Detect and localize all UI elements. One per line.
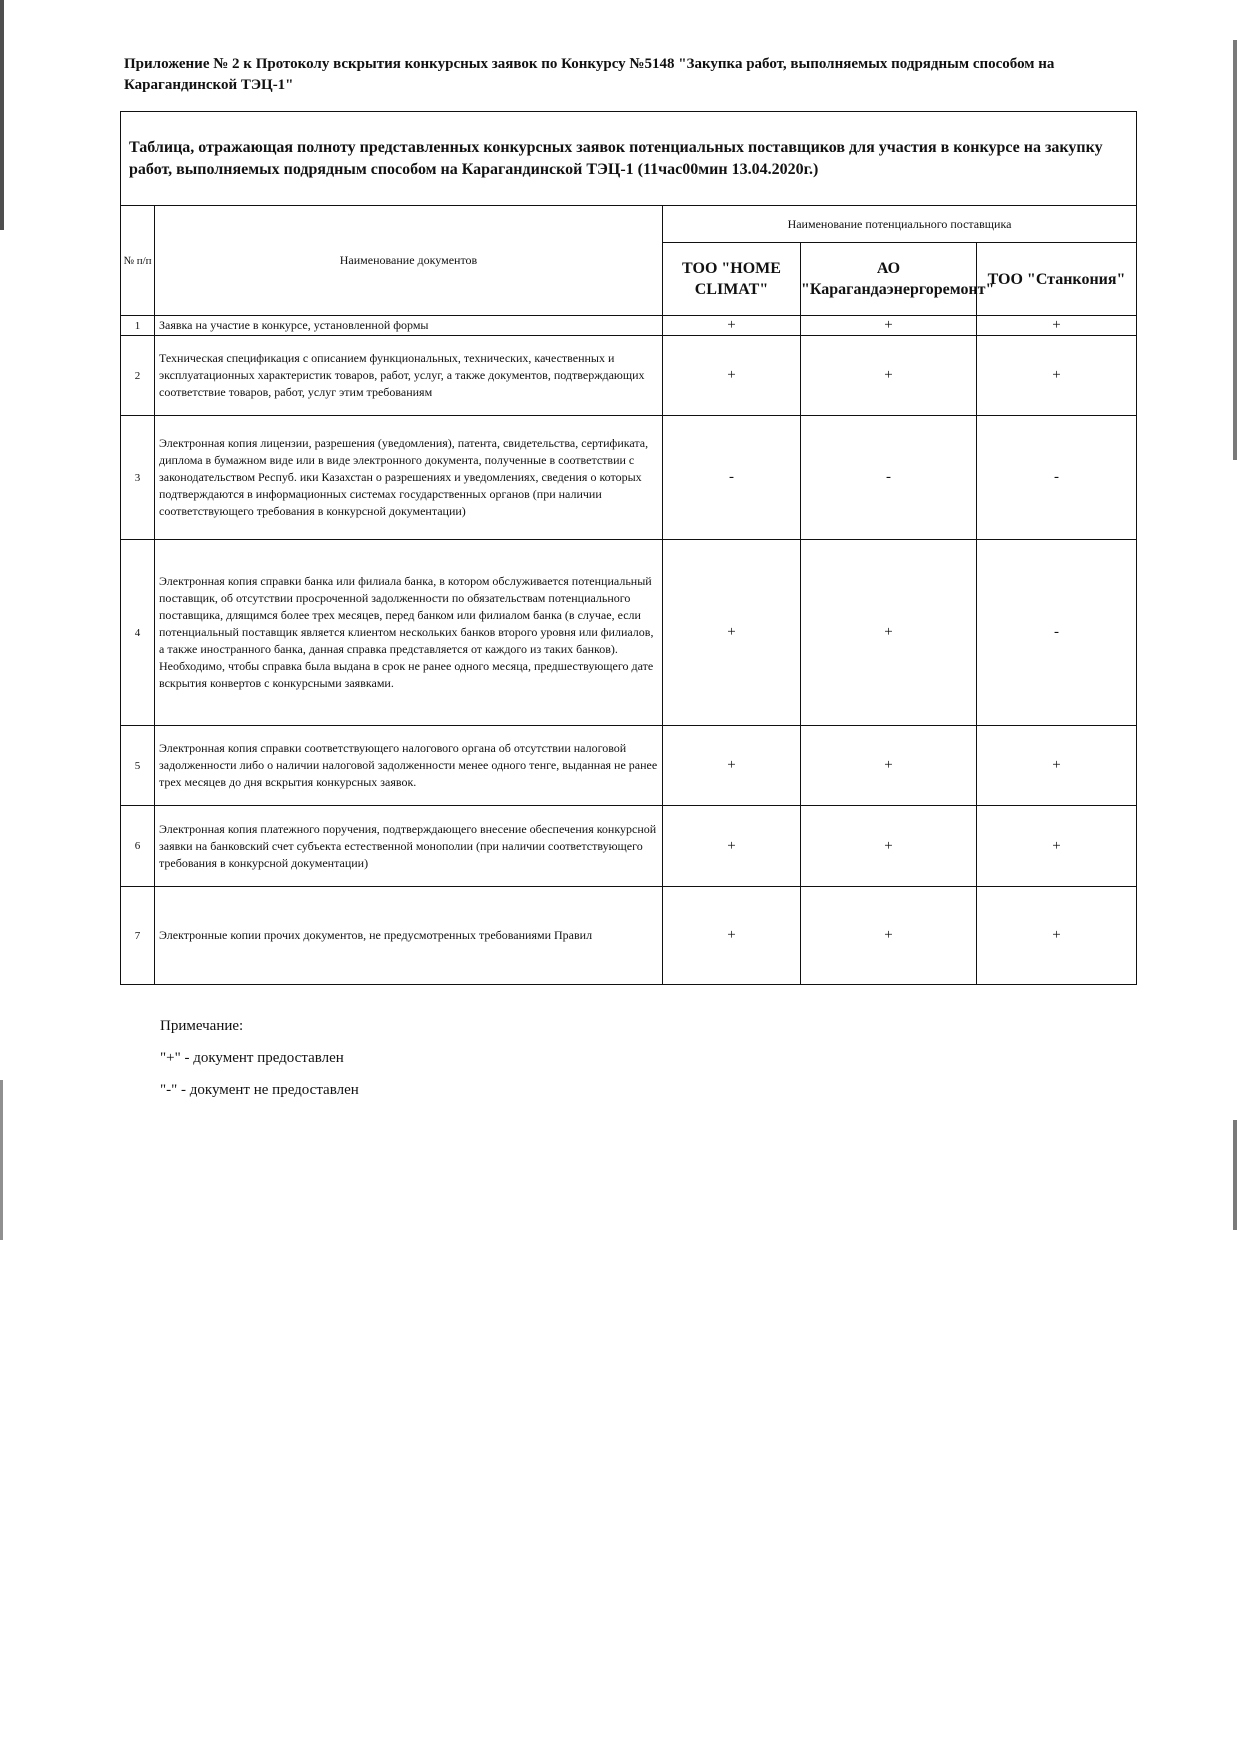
row-mark: + [663,540,801,726]
row-mark: + [663,336,801,416]
row-mark: + [801,316,977,336]
row-mark: + [801,540,977,726]
table-title: Таблица, отражающая полноту представленных конкурсных заявок потенциальных поставщиков для участия в конкурсе на закупку работ, выполняемых подрядным способом на Карагандинской ТЭЦ-1 (11час00мин 13.04.2020г.) [121,112,1137,206]
row-mark: - [801,416,977,540]
notes-plus-legend: "+" - документ предоставлен [160,1050,344,1066]
header-supplier-karagandaenergoremont: АО "Карагандаэнергоремонт" [801,243,977,316]
scan-edge-mark-left [0,1080,3,1240]
row-doc: Электронная копия справки банка или филиала банка, в котором обслуживается потенциальный поставщик, об отсутствии просроченной задолженности по обязательствам потенциального поставщика, длящимся более трех месяцев, перед банком или филиалом банка (в случае, если потенциальный поставщик является клиентом нескольких банков второго уровня или филиалов, а также иностранного банка, данная справка представляется от каждого из таких банков). Необходимо, чтобы справка была выдана в срок не ранее одного месяца, предшествующего дате вскрытия конвертов с конкурсными заявками. [155,540,663,726]
table-row [121,316,1137,336]
row-mark: + [663,806,801,887]
row-num: 5 [121,726,155,806]
row-mark: - [977,540,1137,726]
scan-edge-mark-left [0,0,4,230]
row-mark: - [663,416,801,540]
table-row [121,336,1137,416]
row-mark: + [977,806,1137,887]
row-mark: + [801,887,977,985]
row-num: 3 [121,416,155,540]
row-mark: + [977,887,1137,985]
row-mark: + [663,887,801,985]
completeness-table [120,111,1137,985]
row-mark: + [977,336,1137,416]
notes-block [160,1010,359,1106]
row-doc: Техническая спецификация с описанием функциональных, технических, качественных и эксплуатационных характеристик товаров, работ, услуг, а также документов, подтверждающих соответствие товаров, работ, услуг этим требованиям [155,336,663,416]
table-row [121,416,1137,540]
notes-title: Примечание: [160,1018,244,1034]
header-docs: Наименование документов [155,206,663,316]
header-supplier-stankoniya: ТОО "Станкония" [977,243,1137,316]
row-doc: Электронная копия платежного поручения, подтверждающего внесение обеспечения конкурсной заявки на банковский счет субъекта естественной монополии (при наличии соответствующего требования в конкурсной документации) [155,806,663,887]
row-num: 1 [121,316,155,336]
table-row [121,726,1137,806]
row-mark: + [977,316,1137,336]
appendix-caption: Приложение № 2 к Протоколу вскрытия конкурсных заявок по Конкурсу №5148 "Закупка работ, выполняемых подрядным способом на Карагандинской ТЭЦ-1" [124,56,1055,93]
row-num: 2 [121,336,155,416]
row-doc: Заявка на участие в конкурсе, установленной формы [155,316,663,336]
row-num: 6 [121,806,155,887]
header-suppliers-group: Наименование потенциального поставщика [663,206,1137,243]
scan-edge-mark-right [1233,40,1237,460]
row-doc: Электронные копии прочих документов, не предусмотренных требованиями Правил [155,887,663,985]
table-row [121,887,1137,985]
row-mark: + [663,316,801,336]
row-mark: + [801,336,977,416]
row-num: 4 [121,540,155,726]
table-row [121,806,1137,887]
header-num: № п/п [121,206,155,316]
row-num: 7 [121,887,155,985]
row-doc: Электронная копия справки соответствующего налогового органа об отсутствии налоговой задолженности либо о наличии налоговой задолженности менее одного тенге, выданная не ранее трех месяцев до дня вскрытия конкурсных заявок. [155,726,663,806]
scan-edge-mark-right [1233,1120,1237,1230]
row-mark: + [977,726,1137,806]
row-doc: Электронная копия лицензии, разрешения (уведомления), патента, свидетельства, сертификата, диплома в бумажном виде или в виде электронного документа, полученные в соответствии с законодательством Респуб. ики Казахстан о разрешениях и уведомлениях, сведения о которых подтверждаются в информационных системах государственных органов (при наличии соответствующего требования в конкурсной документации) [155,416,663,540]
table-row [121,540,1137,726]
row-mark: - [977,416,1137,540]
header-supplier-home-climat: ТОО "HOME CLIMAT" [663,243,801,316]
row-mark: + [801,806,977,887]
row-mark: + [801,726,977,806]
row-mark: + [663,726,801,806]
notes-minus-legend: "-" - документ не предоставлен [160,1082,359,1098]
